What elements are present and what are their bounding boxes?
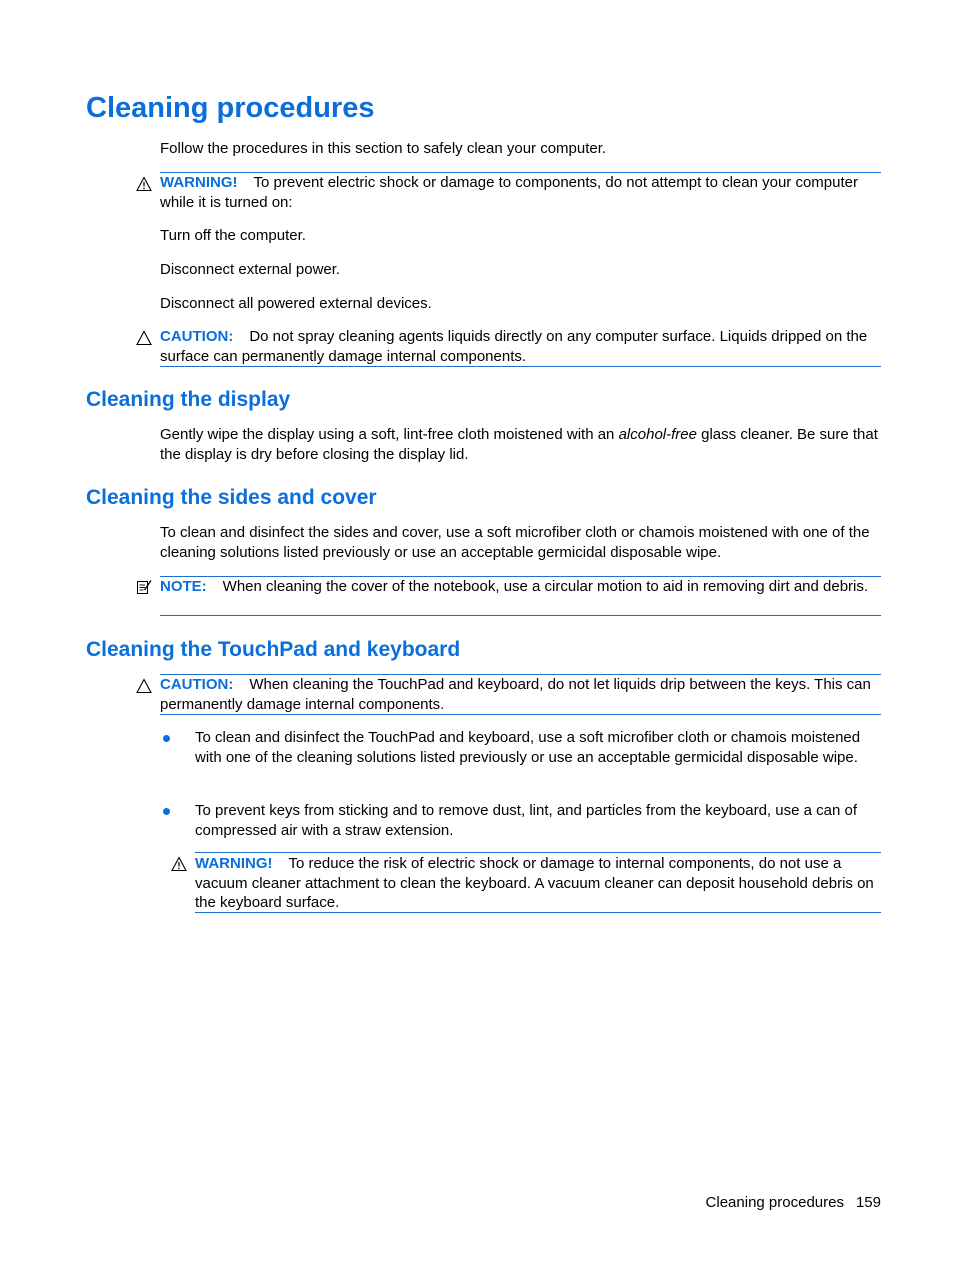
display-text-start: Gently wipe the display using a soft, lint-free cloth moistened with an	[160, 426, 619, 443]
caution-notice	[160, 327, 882, 366]
page-number: 159	[855, 1194, 881, 1211]
note-icon	[136, 579, 152, 595]
caution-label: CAUTION:	[160, 676, 234, 693]
caution-text: When cleaning the TouchPad and keyboard, do not let liquids drip between the keys. This can permanently damage internal components.	[160, 676, 871, 713]
notice-bottom-rule	[160, 366, 881, 367]
warning-notice	[160, 173, 882, 212]
note-label: NOTE:	[160, 578, 207, 595]
caution-text: Do not spray cleaning agents liquids directly on any computer surface. Liquids dripped on the surface can permanently damage internal components.	[160, 328, 868, 365]
display-text-emphasis: alcohol-free	[618, 426, 697, 443]
step-item: Disconnect all powered external devices.	[160, 295, 432, 312]
note-text: When cleaning the cover of the notebook, use a circular motion to aid in removing dirt and debris.	[222, 578, 869, 595]
notice-top-rule	[195, 852, 881, 853]
warning-text: To reduce the risk of electric shock or damage to internal components, do not use a vacuum cleaner attachment to clean the keyboard. A vacuum cleaner can deposit household debris on the keyboard surface.	[195, 855, 874, 911]
warning-icon	[136, 176, 152, 192]
section-heading-touchpad: Cleaning the TouchPad and keyboard	[86, 638, 461, 661]
step-item: Disconnect external power.	[160, 261, 341, 278]
caution-icon	[136, 330, 152, 346]
caution-notice	[160, 675, 882, 714]
notice-bottom-rule	[195, 912, 881, 913]
display-paragraph	[160, 425, 882, 464]
warning-notice	[195, 854, 882, 913]
section-heading-sides: Cleaning the sides and cover	[86, 486, 377, 509]
list-item: To clean and disinfect the TouchPad and keyboard, use a soft microfiber cloth or chamois moistened with one of the cleaning solutions listed previously or use an acceptable germicidal disposable wipe.	[195, 729, 861, 766]
caution-icon	[136, 678, 152, 694]
step-item: Turn off the computer.	[160, 227, 306, 244]
warning-label: WARNING!	[195, 855, 273, 872]
sides-paragraph: To clean and disinfect the sides and cover, use a soft microfiber cloth or chamois moistened with one of the cleaning solutions listed previously or use an acceptable germicidal disposable wipe.	[160, 524, 870, 561]
bullet-marker	[163, 808, 170, 815]
list-item: To prevent keys from sticking and to remove dust, lint, and particles from the keyboard, use a can of compressed air with a straw extension.	[195, 802, 857, 839]
display-text-end: glass cleaner. Be sure that the display is dry before closing the display lid.	[160, 426, 878, 463]
warning-icon	[171, 856, 187, 872]
page-footer	[706, 1193, 881, 1213]
notice-bottom-rule	[160, 615, 881, 616]
footer-section-title: Cleaning procedures	[705, 1194, 844, 1211]
page-title: Cleaning procedures	[86, 92, 375, 124]
warning-text: To prevent electric shock or damage to components, do not attempt to clean your computer while it is turned on:	[160, 174, 858, 211]
warning-label: WARNING!	[160, 174, 238, 191]
section-heading-display: Cleaning the display	[86, 388, 291, 411]
notice-bottom-rule	[160, 714, 881, 715]
bullet-marker	[163, 735, 170, 742]
intro-text: Follow the procedures in this section to safely clean your computer.	[160, 140, 607, 157]
note-notice	[160, 577, 882, 597]
caution-label: CAUTION:	[160, 328, 234, 345]
